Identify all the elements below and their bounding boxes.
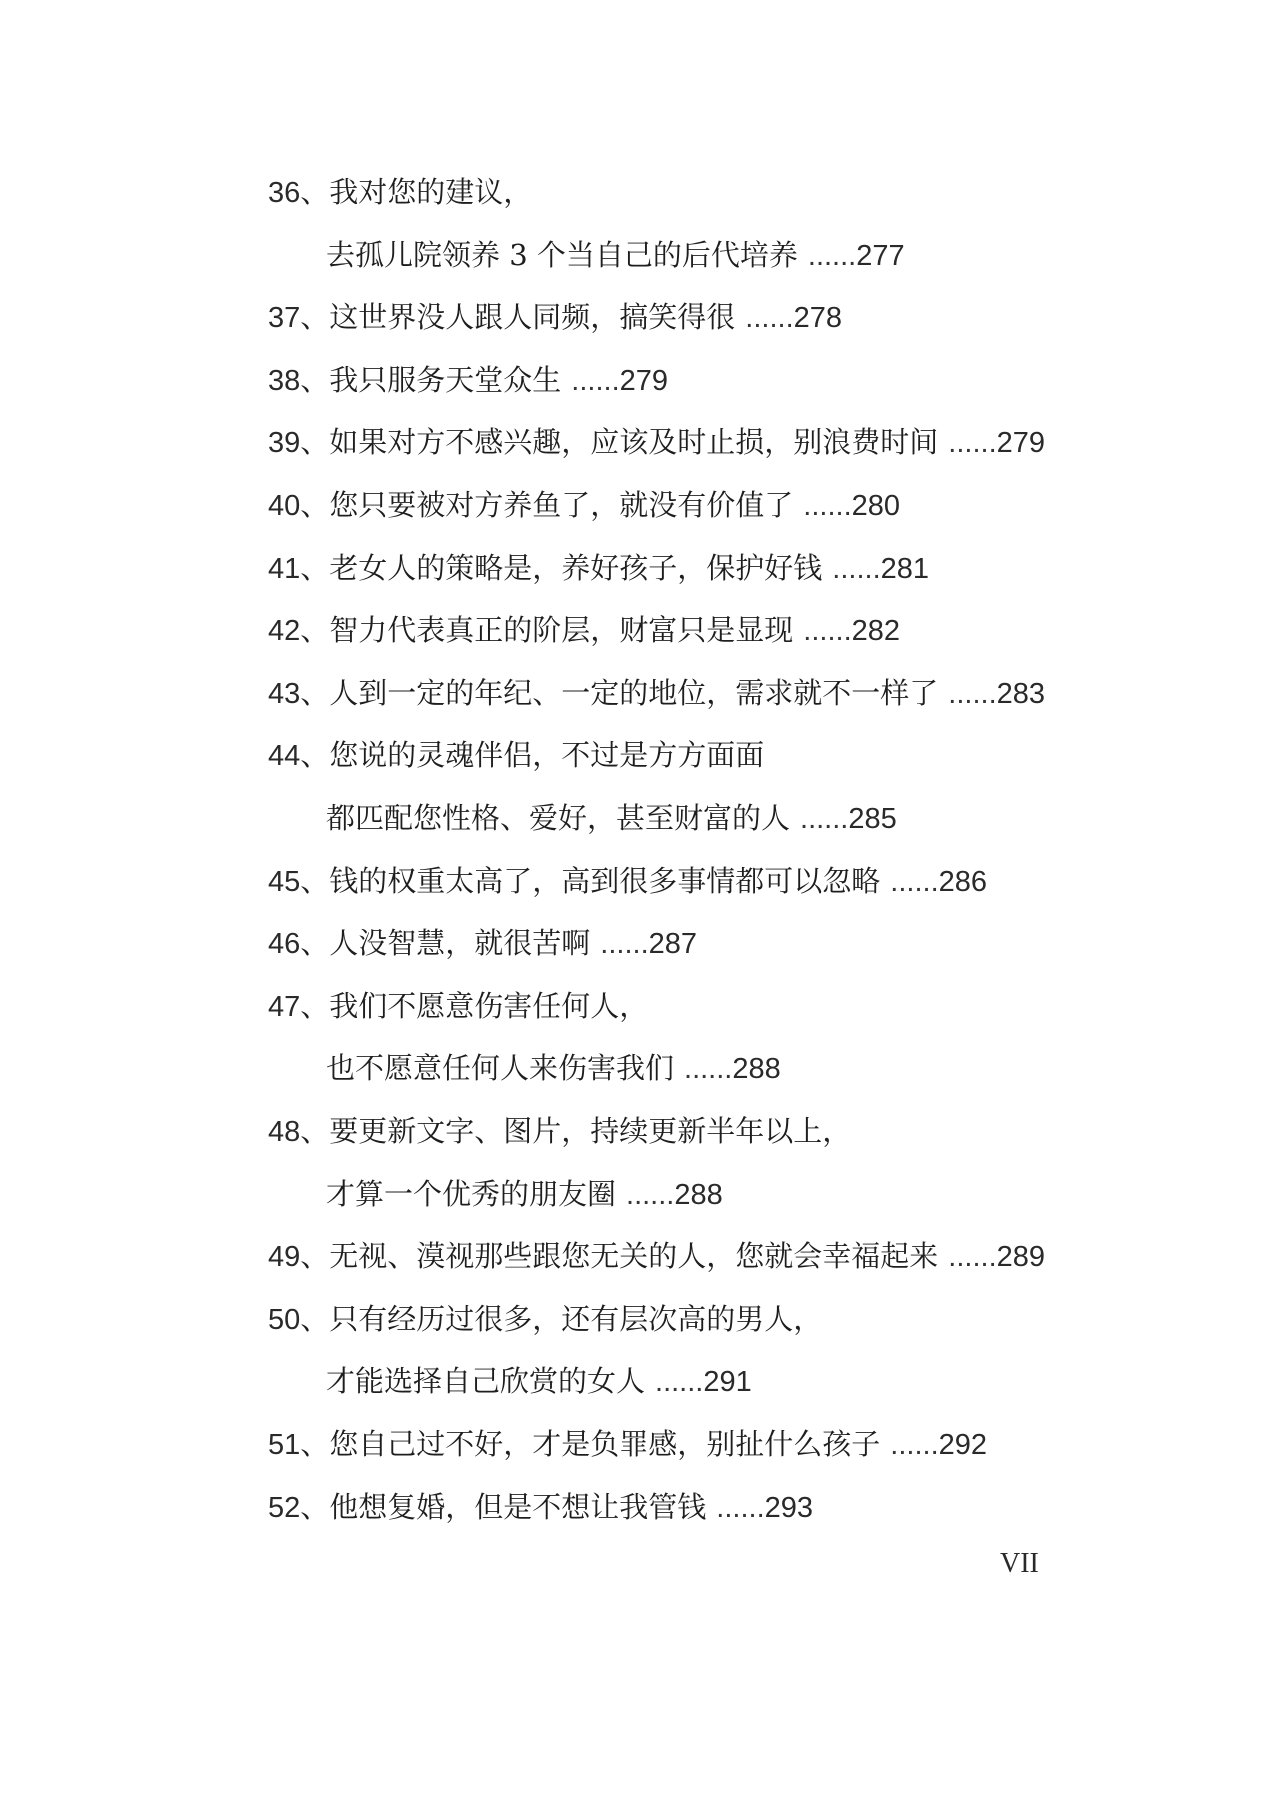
toc-leader-dots: ......: [803, 615, 852, 648]
toc-entry: [268, 483, 900, 527]
toc-entry-title: 您自己过不好，才是负罪感，别扯什么孩子: [329, 1427, 881, 1461]
toc-entry-title: 人没智慧，就很苦啊: [329, 926, 591, 961]
toc-entry: [268, 1109, 851, 1153]
toc-entry-separator: 、: [300, 988, 330, 1023]
toc-entry-number: 48: [268, 1116, 301, 1148]
toc-entry-separator: 、: [300, 1239, 330, 1274]
toc-entry-title: 都匹配您性格、爱好，甚至财富的人: [326, 801, 791, 835]
toc-leader-dots: ......: [684, 1053, 733, 1086]
toc-leader-dots: ......: [832, 552, 881, 585]
toc-entry-title: 我们不愿意伤害任何人，: [329, 988, 649, 1023]
toc-entry-number: 46: [268, 928, 301, 961]
toc-leader-dots: ......: [948, 677, 997, 710]
toc-entry-number: 42: [268, 615, 301, 648]
toc-page-number: 282: [851, 615, 901, 648]
toc-entry-number: 38: [268, 364, 301, 397]
toc-entry-continuation: [326, 1046, 781, 1090]
toc-entry-title: 智力代表真正的阶层，财富只是显现: [329, 613, 794, 648]
toc-entry: [268, 1422, 987, 1466]
toc-page-number: 287: [648, 928, 698, 961]
toc-entry: [268, 1234, 1045, 1278]
toc-entry-separator: 、: [300, 175, 330, 209]
toc-entry-number: 44: [268, 740, 301, 773]
toc-entry-title: 只有经历过很多，还有层次高的男人，: [329, 1301, 823, 1336]
toc-entry: [268, 295, 842, 339]
toc-page-number: 285: [848, 803, 897, 835]
toc-entry-number: 41: [268, 552, 301, 585]
toc-entry-number: 43: [268, 677, 301, 710]
toc-entry: [268, 733, 764, 777]
toc-entry-separator: 、: [300, 1427, 330, 1461]
toc-leader-dots: ......: [948, 1241, 997, 1274]
toc-entry-number: 36: [268, 177, 301, 209]
toc-entry-title: 这世界没人跟人同频，搞笑得很: [329, 300, 736, 335]
toc-entry-separator: 、: [300, 863, 330, 898]
toc-entry-title: 才能选择自己欣赏的女人: [326, 1364, 646, 1399]
toc-entry-separator: 、: [300, 738, 330, 773]
toc-entry-continuation: [326, 796, 897, 840]
toc-entry-separator: 、: [300, 488, 330, 522]
toc-entry-separator: 、: [300, 425, 330, 460]
toc-entry: [268, 170, 532, 214]
toc-leader-dots: ......: [626, 1178, 675, 1211]
toc-leader-dots: ......: [948, 427, 997, 460]
toc-entry-title: 老女人的策略是，养好孩子，保护好钱: [329, 550, 823, 585]
toc-page-number: 288: [674, 1178, 723, 1211]
toc-entry-number: 51: [268, 1429, 301, 1461]
toc-leader-dots: ......: [655, 1366, 704, 1399]
toc-leader-dots: ......: [571, 364, 620, 397]
toc-leader-dots: ......: [890, 865, 939, 898]
toc-page-number: 278: [793, 302, 843, 335]
toc-leader-dots: ......: [600, 928, 649, 961]
toc-leader-dots: ......: [807, 239, 857, 272]
toc-entry-title: 无视、漠视那些跟您无关的人，您就会幸福起来: [329, 1239, 939, 1274]
toc-entry: [268, 984, 648, 1028]
toc-entry: [268, 608, 900, 652]
toc-entry: [268, 859, 987, 903]
toc-entry-title: 如果对方不感兴趣，应该及时止损，别浪费时间: [329, 425, 939, 460]
toc-entry-number: 49: [268, 1241, 301, 1274]
toc-page-number: 292: [938, 1429, 988, 1461]
toc-entry-title: 才算一个优秀的朋友圈: [326, 1176, 617, 1211]
toc-page-number: 279: [996, 427, 1046, 460]
toc-entry-title: 也不愿意任何人来伤害我们: [326, 1051, 675, 1086]
toc-page-number: 280: [851, 490, 901, 522]
toc-entry: [268, 358, 668, 402]
toc-entry: [268, 921, 697, 965]
page-number: VII: [1000, 1548, 1039, 1579]
toc-entry-title: 人到一定的年纪、一定的地位，需求就不一样了: [329, 675, 939, 710]
toc-entry: [268, 546, 929, 590]
toc-entry-separator: 、: [300, 1301, 330, 1336]
toc-entry-continuation: [326, 1172, 723, 1216]
toc-entry: [268, 671, 1045, 715]
toc-entry-title: 钱的权重太高了，高到很多事情都可以忽略: [329, 863, 881, 898]
toc-entry-title: 要更新文字、图片，持续更新半年以上，: [329, 1114, 852, 1148]
toc-page-number: 288: [732, 1053, 781, 1086]
toc-entry-title: 去孤儿院领养 3 个当自己的后代培养: [326, 237, 798, 272]
toc-entry-separator: 、: [300, 613, 330, 648]
toc-entry-separator: 、: [300, 675, 330, 710]
toc-entry-separator: 、: [300, 1489, 330, 1524]
toc-entry: [268, 1297, 822, 1341]
toc-entry-number: 52: [268, 1491, 301, 1524]
toc-page-number: 281: [880, 552, 930, 585]
toc-page-number: 283: [996, 677, 1046, 710]
toc-leader-dots: ......: [716, 1491, 765, 1524]
toc-entry-title: 您说的灵魂伴侣，不过是方方面面: [329, 738, 765, 773]
toc-entry-title: 我只服务天堂众生: [329, 362, 562, 397]
toc-entry-number: 45: [268, 865, 301, 898]
toc-page-number: 293: [764, 1491, 814, 1524]
toc-entry-number: 47: [268, 990, 301, 1023]
toc-entry-number: 37: [268, 302, 301, 335]
toc-page-number: 291: [703, 1366, 752, 1399]
toc-entry-separator: 、: [300, 926, 330, 961]
toc-entry: [268, 1485, 813, 1529]
toc-entry-continuation: [326, 1359, 752, 1403]
toc-page-number: 289: [996, 1241, 1046, 1274]
toc-entry-number: 39: [268, 427, 301, 460]
toc-entry-title: 我对您的建议，: [329, 175, 533, 209]
toc-entry-continuation: [326, 233, 905, 277]
toc-entry-number: 50: [268, 1303, 301, 1336]
toc-entry-separator: 、: [300, 362, 330, 397]
toc-page-number: 286: [938, 865, 988, 898]
toc-leader-dots: ......: [803, 490, 852, 522]
toc-entry-separator: 、: [300, 300, 330, 335]
toc-entry: [268, 420, 1045, 464]
toc-entry-separator: 、: [300, 550, 330, 585]
toc-leader-dots: ......: [890, 1429, 939, 1461]
toc-entry-number: 40: [268, 490, 301, 522]
toc-entry-title: 他想复婚，但是不想让我管钱: [329, 1489, 707, 1524]
toc-page-number: 277: [856, 239, 905, 272]
toc-leader-dots: ......: [800, 803, 849, 835]
toc-leader-dots: ......: [745, 302, 794, 335]
toc-page-number: 279: [619, 364, 669, 397]
toc-entry-separator: 、: [300, 1114, 330, 1148]
toc-entry-title: 您只要被对方养鱼了，就没有价值了: [329, 488, 794, 522]
